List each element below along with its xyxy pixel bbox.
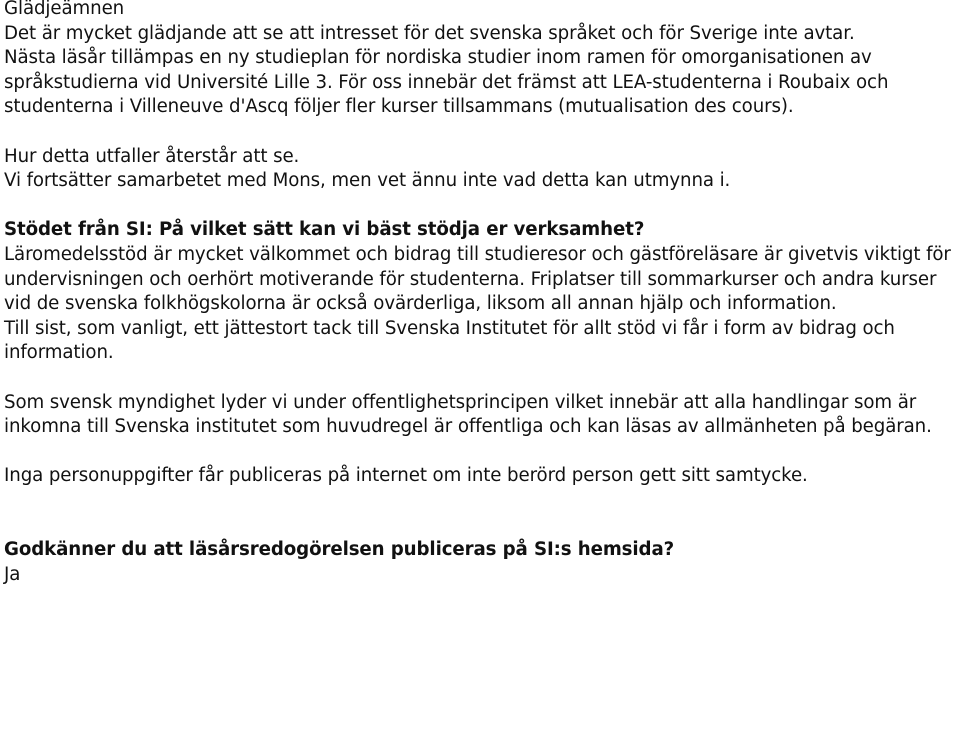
question-heading-godkanner: Godkänner du att läsårsredogörelsen publiceras på SI:s hemsida? <box>4 539 675 561</box>
spacer <box>4 194 956 219</box>
document-page <box>4 0 956 587</box>
spacer <box>4 489 956 538</box>
paragraph-mons: Vi fortsätter samarbetet med Mons, men vet ännu inte vad detta kan utmynna i. <box>4 170 731 192</box>
section-heading-gladjeamnen: Glädjeämnen <box>4 0 125 19</box>
spacer <box>4 366 956 391</box>
paragraph-laromedelsstod: Läromedelsstöd är mycket välkommet och bidrag till studieresor och gästföreläsare är givetvis viktigt för undervisningen och oerhört motiverande för studenterna. Friplatser till sommarkurser och andra kurser vid de svenska folkhögskolorna är också ovärderliga, liksom all annan hjälp och information. <box>4 243 951 315</box>
paragraph-personuppgifter: Inga personuppgifter får publiceras på internet om inte berörd person gett sitt samtycke. <box>4 465 808 487</box>
paragraph-studieplan: Nästa läsår tillämpas en ny studieplan för nordiska studier inom ramen för omorganisationen av språkstudierna vid Université Lille 3. För oss innebär det främst att LEA-studenterna i Roubaix och studenterna i Villeneuve d'Ascq följer fler kurser tillsammans (mutualisation des cours). <box>4 47 889 118</box>
question-heading-stodet: Stödet från SI: På vilket sätt kan vi bäst stödja er verksamhet? <box>4 219 645 241</box>
spacer <box>4 120 956 145</box>
spacer <box>4 440 956 465</box>
paragraph-intresset: Det är mycket glädjande att se att intresset för det svenska språket och för Sverige inte avtar. <box>4 22 855 44</box>
answer-ja: Ja <box>4 563 21 585</box>
paragraph-offentlighetsprincipen: Som svensk myndighet lyder vi under offentlighetsprincipen vilket innebär att alla handlingar som är inkomna till Svenska institutet som huvudregel är offentliga och kan läsas av allmänheten på begäran. <box>4 391 932 438</box>
paragraph-aterstar: Hur detta utfaller återstår att se. <box>4 145 300 167</box>
paragraph-tack: Till sist, som vanligt, ett jättestort tack till Svenska Institutet för allt stöd vi får i form av bidrag och information. <box>4 317 895 364</box>
